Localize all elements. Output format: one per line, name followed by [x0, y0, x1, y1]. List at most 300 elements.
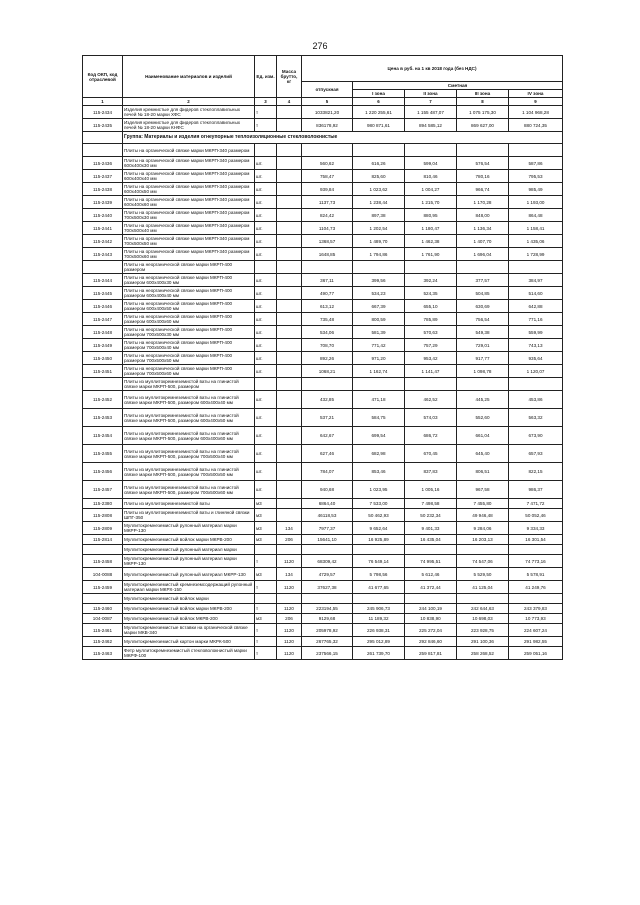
- cell-price-zone-2: 1 004,27: [405, 183, 457, 196]
- cell-mass: [277, 287, 302, 300]
- cell-price-zone-2: 1 005,16: [405, 481, 457, 499]
- cell-code: 115-2456: [83, 463, 123, 481]
- cell-name: Плиты из муллитокремнеземистой ваты на глинистой связке марки МКРП-500, размером 700х500х50 мм: [123, 463, 255, 481]
- cell-unit: шт.: [255, 300, 277, 313]
- cell-mass: [277, 209, 302, 222]
- cell-price-zone-3: 504,85: [457, 287, 509, 300]
- cell-price-zone-1: 825,60: [353, 170, 405, 183]
- cell-name: Плиты на неорганической связке марки МКРП-400 размером: [123, 261, 255, 274]
- cell-price-zone-1: 1 794,86: [353, 248, 405, 261]
- cell-price-zone-2: 880,95: [405, 209, 457, 222]
- table-row: [83, 365, 563, 378]
- cell-price-zone-1: 581,39: [353, 326, 405, 339]
- cell-price-zone-4: 453,86: [509, 391, 563, 409]
- cell-price-zone-3: [457, 144, 509, 157]
- cell-price-zone-3: 445,25: [457, 391, 509, 409]
- cell-price-zone-4: 16 301,54: [509, 535, 563, 545]
- cell-mass: [277, 352, 302, 365]
- cell-price-zone-3: 966,74: [457, 183, 509, 196]
- cell-price-release: 4729,57: [302, 568, 353, 581]
- cell-price-zone-3: 630,69: [457, 300, 509, 313]
- table-row: [83, 409, 563, 427]
- table-row: [83, 196, 563, 209]
- cell-price-zone-1: 667,39: [353, 300, 405, 313]
- cell-price-zone-3: 16 203,13: [457, 535, 509, 545]
- cell-unit: шт.: [255, 326, 277, 339]
- cell-code: 115-2444: [83, 274, 123, 287]
- cell-mass: [277, 509, 302, 522]
- cell-price-release: 939,84: [302, 183, 353, 196]
- cell-mass: 1120: [277, 637, 302, 647]
- cell-mass: 1120: [277, 647, 302, 660]
- table-row: [83, 378, 563, 391]
- cell-code: 115-2445: [83, 287, 123, 300]
- header-zone-1: I зона: [353, 90, 405, 98]
- cell-mass: 1120: [277, 581, 302, 594]
- cell-price-zone-2: 74 995,51: [405, 555, 457, 568]
- cell-price-zone-3: 41 125,04: [457, 581, 509, 594]
- cell-code: 115-2454: [83, 427, 123, 445]
- cell-unit: т: [255, 106, 277, 119]
- cell-price-release: 15641,10: [302, 535, 353, 545]
- cell-mass: [277, 183, 302, 196]
- cell-unit: шт.: [255, 235, 277, 248]
- cell-price-zone-3: [457, 261, 509, 274]
- table-row: [83, 300, 563, 313]
- cell-price-zone-3: 9 284,06: [457, 522, 509, 535]
- cell-price-zone-1: 800,59: [353, 313, 405, 326]
- cell-code: 115-2442: [83, 235, 123, 248]
- header-code: Код ОКП, код отраслевой: [83, 56, 123, 98]
- cell-name: Муллитокремнеземистый войлок МКРВ-200: [123, 614, 255, 624]
- cell-mass: [277, 463, 302, 481]
- cell-unit: т: [255, 555, 277, 568]
- cell-price-zone-4: 1 193,00: [509, 196, 563, 209]
- cell-unit: [255, 378, 277, 391]
- cell-name: Плиты из муллитокремнеземистой ваты на глинистой связке марки МКРП-500, размером 600х400х50 мм: [123, 409, 255, 427]
- cell-price-release: 613,12: [302, 300, 353, 313]
- cell-code: 104-0087: [83, 614, 123, 624]
- cell-price-zone-4: 10 773,93: [509, 614, 563, 624]
- cell-price-zone-3: 576,54: [457, 157, 509, 170]
- page-number: 276: [312, 41, 328, 51]
- cell-unit: т: [255, 119, 277, 132]
- cell-price-zone-2: 7 498,58: [405, 499, 457, 509]
- cell-price-zone-2: 524,35: [405, 287, 457, 300]
- cell-name: Плиты на органической связке марки МКРП-340 размером 700х500х30 мм: [123, 209, 255, 222]
- cell-name: Плиты на органической связке марки МКРП-340 размером 600х400х50 мм: [123, 183, 255, 196]
- cell-price-zone-4: 1 435,06: [509, 235, 563, 248]
- cell-price-zone-4: 50 052,46: [509, 509, 563, 522]
- cell-price-release: 627,46: [302, 445, 353, 463]
- table-row: [83, 313, 563, 326]
- table-row: [83, 637, 563, 647]
- cell-price-zone-4: 642,88: [509, 300, 563, 313]
- cell-price-zone-4: 1 728,99: [509, 248, 563, 261]
- table-row: [83, 522, 563, 535]
- cell-code: 115-2463: [83, 647, 123, 660]
- table-row: [83, 222, 563, 235]
- cell-price-zone-4: 795,53: [509, 170, 563, 183]
- cell-price-zone-4: 1 120,07: [509, 365, 563, 378]
- cell-mass: [277, 248, 302, 261]
- cell-price-zone-1: 584,75: [353, 409, 405, 427]
- cell-code: 115-2459: [83, 581, 123, 594]
- cell-price-zone-2: 686,72: [405, 427, 457, 445]
- cell-unit: шт.: [255, 248, 277, 261]
- cell-unit: м3: [255, 535, 277, 545]
- table-row: [83, 326, 563, 339]
- table-row: [83, 248, 563, 261]
- cell-price-zone-3: 806,51: [457, 463, 509, 481]
- cell-price-zone-4: 9 334,33: [509, 522, 563, 535]
- header-unit: Ед. изм.: [255, 56, 277, 98]
- cell-price-release: 735,48: [302, 313, 353, 326]
- cell-price-zone-4: [509, 545, 563, 555]
- cell-mass: 1120: [277, 555, 302, 568]
- cell-price-zone-2: 244 100,19: [405, 604, 457, 614]
- cell-price-zone-2: [405, 545, 457, 555]
- cell-mass: [277, 222, 302, 235]
- cell-price-zone-4: 771,16: [509, 313, 563, 326]
- cell-price-release: 1068,21: [302, 365, 353, 378]
- cell-price-zone-3: [457, 594, 509, 604]
- cell-price-zone-2: 837,83: [405, 463, 457, 481]
- cell-price-zone-2: 225 272,04: [405, 624, 457, 637]
- cell-code: 115-2451: [83, 365, 123, 378]
- header-num: 2: [123, 98, 255, 106]
- group-row: [83, 132, 563, 144]
- cell-mass: 1120: [277, 624, 302, 637]
- cell-name: Фетр муллитокремнеземистый стекловолокнистый марки МКРФ-100: [123, 647, 255, 660]
- cell-code: 104-0088: [83, 568, 123, 581]
- cell-mass: [277, 427, 302, 445]
- cell-price-zone-4: 935,64: [509, 352, 563, 365]
- cell-code: 115-2455: [83, 445, 123, 463]
- cell-price-zone-4: 864,48: [509, 209, 563, 222]
- table-row: [83, 209, 563, 222]
- table-row: [83, 287, 563, 300]
- cell-mass: [277, 409, 302, 427]
- cell-mass: [277, 274, 302, 287]
- cell-price-release: 824,42: [302, 209, 353, 222]
- table-row: [83, 481, 563, 499]
- table-row: [83, 555, 563, 568]
- cell-name: Муллитокремнеземистые вставки на органической связке марки МКВ-340: [123, 624, 255, 637]
- cell-price-zone-2: 1 215,70: [405, 196, 457, 209]
- cell-price-zone-1: 5 798,56: [353, 568, 405, 581]
- cell-price-release: 490,77: [302, 287, 353, 300]
- cell-mass: [277, 300, 302, 313]
- cell-price-release: 223194,55: [302, 604, 353, 614]
- table-row: [83, 106, 563, 119]
- cell-price-zone-2: 1 462,38: [405, 235, 457, 248]
- cell-unit: шт.: [255, 481, 277, 499]
- cell-name: Изделия кремнистые для фидеров стеклоплавильных печей № 18-20 марки ХФС: [123, 106, 255, 119]
- cell-name: Плиты из муллитокремнеземистой ваты на глинистой связке марки МКРП-500, размером: [123, 378, 255, 391]
- table-row: [83, 499, 563, 509]
- cell-mass: [277, 391, 302, 409]
- cell-price-zone-2: 1 180,47: [405, 222, 457, 235]
- cell-name: Плиты на неорганической связке марки МКРП-400 размером 700х500х50 мм: [123, 352, 255, 365]
- cell-name: Плиты из муллитокремнеземистой ваты: [123, 499, 255, 509]
- cell-code: [83, 132, 123, 144]
- header-num: 8: [457, 98, 509, 106]
- cell-code: 115-2437: [83, 170, 123, 183]
- cell-price-zone-1: 699,54: [353, 427, 405, 445]
- cell-price-zone-2: 10 838,90: [405, 614, 457, 624]
- cell-code: 115-2447: [83, 313, 123, 326]
- cell-price-release: 9129,68: [302, 614, 353, 624]
- cell-code: 115-2814: [83, 535, 123, 545]
- cell-price-zone-2: 9 401,33: [405, 522, 457, 535]
- cell-unit: м3: [255, 509, 277, 522]
- cell-price-zone-1: 261 739,70: [353, 647, 405, 660]
- cell-price-zone-3: 49 946,48: [457, 509, 509, 522]
- header-num: 4: [277, 98, 302, 106]
- cell-price-zone-4: 243 379,83: [509, 604, 563, 614]
- cell-unit: м3: [255, 568, 277, 581]
- table-row: [83, 339, 563, 352]
- cell-price-zone-3: 1 136,34: [457, 222, 509, 235]
- cell-unit: шт.: [255, 196, 277, 209]
- cell-unit: т: [255, 647, 277, 660]
- cell-price-release: 758,47: [302, 170, 353, 183]
- cell-unit: шт.: [255, 183, 277, 196]
- cell-price-zone-3: 848,00: [457, 209, 509, 222]
- cell-name: Плиты из муллитокремнеземистой ваты на глинистой связке марки МКРП-500, размером 600х400х40 мм: [123, 391, 255, 409]
- cell-price-zone-1: 50 462,93: [353, 509, 405, 522]
- cell-price-zone-2: 655,10: [405, 300, 457, 313]
- cell-price-zone-1: 534,23: [353, 287, 405, 300]
- cell-mass: [277, 481, 302, 499]
- cell-price-zone-4: 5 578,91: [509, 568, 563, 581]
- table-row: [83, 235, 563, 248]
- cell-price-zone-3: 549,38: [457, 326, 509, 339]
- cell-price-zone-3: 7 455,80: [457, 499, 509, 509]
- cell-name: Муллитокремнеземистый рулонный материал марки: [123, 545, 255, 555]
- cell-mass: 134: [277, 568, 302, 581]
- cell-mass: 206: [277, 535, 302, 545]
- cell-price-zone-2: 599,04: [405, 157, 457, 170]
- cell-price-zone-2: 41 372,44: [405, 581, 457, 594]
- cell-unit: шт.: [255, 170, 277, 183]
- cell-mass: [277, 170, 302, 183]
- cell-price-zone-3: 258 268,52: [457, 647, 509, 660]
- cell-name: Муллитокремнеземистый рулонный материал МКРР-130: [123, 568, 255, 581]
- cell-price-release: 432,85: [302, 391, 353, 409]
- cell-price-zone-4: 1 158,41: [509, 222, 563, 235]
- cell-price-release: 1104,73: [302, 222, 353, 235]
- cell-code: 115-2460: [83, 604, 123, 614]
- cell-price-release: 642,67: [302, 427, 353, 445]
- cell-price-zone-4: 224 607,24: [509, 624, 563, 637]
- cell-mass: [277, 365, 302, 378]
- cell-price-zone-3: 645,40: [457, 445, 509, 463]
- cell-unit: [255, 261, 277, 274]
- cell-price-zone-2: 1 761,90: [405, 248, 457, 261]
- table-row: [83, 509, 563, 522]
- table-row: [83, 157, 563, 170]
- table-row: [83, 647, 563, 660]
- cell-code: [83, 378, 123, 391]
- cell-mass: [277, 445, 302, 463]
- cell-mass: [277, 594, 302, 604]
- cell-price-zone-2: 392,24: [405, 274, 457, 287]
- cell-price-release: 940,68: [302, 481, 353, 499]
- header-num: 7: [405, 98, 457, 106]
- cell-name: Плиты из муллитокремнеземистой ваты на глинистой связке марки МКРП-500, размером 700х500х60 мм: [123, 481, 255, 499]
- cell-mass: [277, 545, 302, 555]
- cell-price-zone-4: [509, 144, 563, 157]
- cell-mass: [277, 313, 302, 326]
- table-row: [83, 274, 563, 287]
- table-row: [83, 581, 563, 594]
- cell-price-release: 367,11: [302, 274, 353, 287]
- cell-price-zone-2: 894 585,12: [405, 119, 457, 132]
- cell-name: Муллитокремнеземистый рулонный материал марки МКРР-130: [123, 522, 255, 535]
- cell-price-zone-1: 471,18: [353, 391, 405, 409]
- cell-price-zone-4: 986,37: [509, 481, 563, 499]
- cell-price-zone-3: 1 170,28: [457, 196, 509, 209]
- cell-price-zone-3: 291 100,36: [457, 637, 509, 647]
- cell-price-zone-3: 756,54: [457, 313, 509, 326]
- cell-price-zone-2: 1 141,47: [405, 365, 457, 378]
- cell-price-zone-2: [405, 261, 457, 274]
- cell-code: 115-2461: [83, 624, 123, 637]
- cell-code: 115-2809: [83, 522, 123, 535]
- cell-price-zone-1: 11 189,32: [353, 614, 405, 624]
- cell-name: Плиты на органической связке марки МКРП-340 размером 600х400х40 мм: [123, 170, 255, 183]
- table-row: [83, 594, 563, 604]
- cell-name: Плиты на неорганической связке марки МКРП-400 размером 600х400х30 мм: [123, 274, 255, 287]
- cell-code: 115-2441: [83, 222, 123, 235]
- cell-name: Плиты на органической связке марки МКРП-340 размером 600х400х60 мм: [123, 196, 255, 209]
- cell-code: 115-2808: [83, 509, 123, 522]
- cell-price-release: 784,07: [302, 463, 353, 481]
- cell-mass: [277, 144, 302, 157]
- cell-mass: [277, 106, 302, 119]
- cell-price-zone-2: 785,89: [405, 313, 457, 326]
- cell-price-zone-1: 853,46: [353, 463, 405, 481]
- cell-unit: шт.: [255, 365, 277, 378]
- cell-unit: шт.: [255, 391, 277, 409]
- cell-price-zone-3: 729,01: [457, 339, 509, 352]
- cell-price-zone-3: 223 928,75: [457, 624, 509, 637]
- table-row: [83, 463, 563, 481]
- cell-name: Плиты на неорганической связке марки МКРП-400 размером 600х400х40 мм: [123, 287, 255, 300]
- cell-price-zone-1: 1 489,70: [353, 235, 405, 248]
- cell-price-zone-1: 16 925,89: [353, 535, 405, 545]
- header-price-release: отпускная: [302, 82, 353, 98]
- table-row: [83, 261, 563, 274]
- cell-price-zone-1: 980 871,61: [353, 119, 405, 132]
- cell-price-zone-3: 780,16: [457, 170, 509, 183]
- header-price-estimate: Сметная: [353, 82, 563, 90]
- cell-unit: т: [255, 637, 277, 647]
- cell-price-zone-1: 245 906,73: [353, 604, 405, 614]
- cell-price-zone-1: 7 533,00: [353, 499, 405, 509]
- header-zone-3: III зона: [457, 90, 509, 98]
- cell-price-zone-3: [457, 545, 509, 555]
- cell-price-zone-1: 1 023,62: [353, 183, 405, 196]
- cell-price-release: 6864,40: [302, 499, 353, 509]
- cell-price-zone-2: [405, 144, 457, 157]
- cell-price-zone-4: 822,15: [509, 463, 563, 481]
- cell-price-release: 68309,42: [302, 555, 353, 568]
- cell-price-zone-2: 574,03: [405, 409, 457, 427]
- table-row: [83, 445, 563, 463]
- cell-price-zone-3: 5 529,50: [457, 568, 509, 581]
- cell-code: 115-2443: [83, 248, 123, 261]
- cell-price-zone-1: [353, 378, 405, 391]
- cell-name: Плиты из муллитокремнеземистой ваты и глиняной связки ШПГ-350: [123, 509, 255, 522]
- cell-price-zone-1: 682,98: [353, 445, 405, 463]
- cell-price-zone-4: 673,90: [509, 427, 563, 445]
- cell-code: [83, 594, 123, 604]
- price-table: [82, 55, 563, 660]
- cell-price-zone-4: [509, 378, 563, 391]
- cell-code: 115-2438: [83, 183, 123, 196]
- table-row: [83, 183, 563, 196]
- cell-price-release: 537,21: [302, 409, 353, 427]
- cell-unit: шт.: [255, 427, 277, 445]
- cell-mass: [277, 499, 302, 509]
- cell-price-zone-4: 559,99: [509, 326, 563, 339]
- cell-price-zone-1: 616,26: [353, 157, 405, 170]
- cell-mass: 1120: [277, 604, 302, 614]
- cell-price-release: 534,06: [302, 326, 353, 339]
- cell-price-zone-4: 259 051,16: [509, 647, 563, 660]
- cell-name: Плиты на органической связке марки МКРП-340 размером: [123, 144, 255, 157]
- cell-price-zone-3: 242 644,63: [457, 604, 509, 614]
- cell-price-release: 1033821,20: [302, 106, 353, 119]
- cell-price-zone-2: [405, 378, 457, 391]
- cell-mass: [277, 119, 302, 132]
- cell-mass: 206: [277, 614, 302, 624]
- table-row: [83, 427, 563, 445]
- cell-mass: [277, 196, 302, 209]
- cell-price-release: 37627,38: [302, 581, 353, 594]
- cell-price-zone-1: 399,56: [353, 274, 405, 287]
- cell-price-zone-4: 563,32: [509, 409, 563, 427]
- cell-price-release: 708,70: [302, 339, 353, 352]
- cell-price-zone-1: 771,42: [353, 339, 405, 352]
- cell-name: Плиты на органической связке марки МКРП-340 размером 700х500х40 мм: [123, 222, 255, 235]
- cell-unit: [255, 594, 277, 604]
- cell-code: 115-2457: [83, 481, 123, 499]
- cell-price-zone-2: 292 846,60: [405, 637, 457, 647]
- cell-price-zone-3: 10 698,03: [457, 614, 509, 624]
- cell-name: Плиты на органической связке марки МКРП-340 размером 700х500х60 мм: [123, 248, 255, 261]
- cell-code: [83, 261, 123, 274]
- table-row: [83, 352, 563, 365]
- cell-code: 115-2440: [83, 209, 123, 222]
- cell-unit: шт.: [255, 313, 277, 326]
- cell-price-zone-1: 1 162,74: [353, 365, 405, 378]
- cell-code: 115-2446: [83, 300, 123, 313]
- cell-price-release: [302, 144, 353, 157]
- cell-mass: [277, 378, 302, 391]
- cell-unit: шт.: [255, 339, 277, 352]
- cell-unit: м3: [255, 614, 277, 624]
- header-num: 9: [509, 98, 563, 106]
- cell-price-zone-1: 226 938,31: [353, 624, 405, 637]
- cell-price-release: 1648,85: [302, 248, 353, 261]
- cell-code: 115-2380: [83, 499, 123, 509]
- table-row: [83, 624, 563, 637]
- cell-price-zone-3: [457, 378, 509, 391]
